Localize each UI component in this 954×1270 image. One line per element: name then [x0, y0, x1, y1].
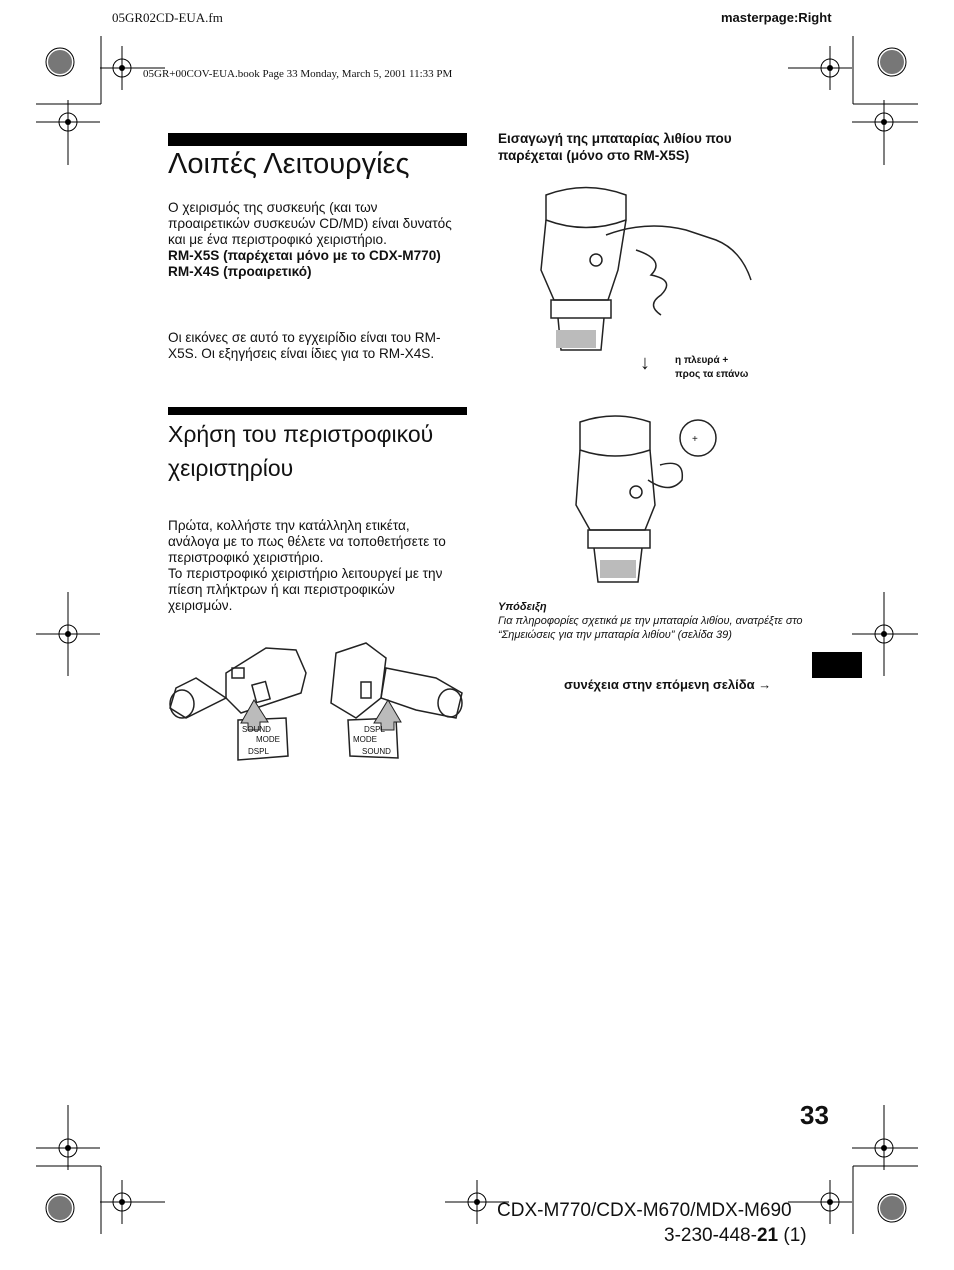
header-masterpage: masterpage:Right: [721, 10, 832, 25]
part-number-suffix: (1): [778, 1225, 807, 1246]
tip-text: Για πληροφορίες σχετικά με την μπαταρία λιθίου, ανατρέξτε στο “Σημειώσεις για την μπαταρία λιθίου” (σελίδα 39): [498, 615, 803, 641]
left-label-dspl: DSPL: [248, 747, 269, 756]
section-title-rotary-commander: Χρήση του περιστροφικού χειριστηρίου: [168, 421, 434, 481]
section2-text: [168, 518, 458, 614]
section1-intro: [168, 200, 458, 280]
section-rule-2: [168, 407, 467, 415]
battery-side-plus: η πλευρά +: [675, 355, 729, 366]
part-number-bold: 21: [756, 1225, 779, 1246]
header-filename: 05GR02CD-EUA.fm: [112, 10, 223, 25]
battery-illustration-top: [536, 180, 756, 355]
part-number-prefix: 3-230-448-: [664, 1225, 757, 1246]
battery-heading: Εισαγωγή της μπαταρίας λιθίου που παρέχεται (μόνο στο RM-X5S): [498, 131, 732, 163]
header-book-info: 05GR+00COV-EUA.book Page 33 Monday, March 5, 2001 11:33 PM: [143, 68, 453, 80]
tip-title: Υπόδειξη: [498, 601, 547, 613]
battery-side-label: [675, 354, 748, 382]
tip-box: [498, 600, 808, 642]
operation-instruction: Το περιστροφικό χειριστήριο λειτουργεί με την πίεση πλήκτρων ή και περιστροφικών χειρισμών.: [168, 566, 443, 613]
left-label-mode: MODE: [256, 735, 280, 744]
section-tab-marker: [812, 652, 862, 678]
arrow-down-icon: ↓: [640, 352, 650, 374]
section-rule-1: [168, 133, 467, 146]
right-label-sound: SOUND: [362, 747, 391, 756]
right-label-dspl: DSPL: [364, 725, 385, 734]
right-label-mode: MODE: [353, 735, 377, 744]
part-number: [664, 1225, 807, 1247]
battery-illustration-bottom: [570, 410, 730, 590]
label-instruction: Πρώτα, κολλήστε την κατάλληλη ετικέτα, ανάλογα με το πως θέλετε να τοποθετήσετε το περιστροφικό χειριστήριο.: [168, 518, 446, 565]
battery-side-up: προς τα επάνω: [675, 369, 749, 380]
illustrations-note: Οι εικόνες σε αυτό το εγχειρίδιο είναι του RM-X5S. Οι εξηγήσεις είναι ίδιες για το RM-X4S.: [168, 330, 441, 361]
left-label-sound: SOUND: [242, 725, 271, 734]
model-numbers: CDX-M770/CDX-M670/MDX-M690: [497, 1200, 792, 1221]
rotary-label-illustration: [166, 638, 466, 768]
section-title-other-functions: Λοιπές Λειτουργίες: [168, 148, 410, 180]
model-rm-x4s: RM-X4S (προαιρετικό): [168, 264, 312, 279]
intro-text: Ο χειρισμός της συσκευής (και των προαιρετικών συσκευών CD/MD) είναι δυνατός και με ένα περιστροφικό χειριστήριο.: [168, 200, 452, 247]
continue-next-page: συνέχεια στην επόμενη σελίδα →: [564, 677, 772, 692]
page-number: 33: [800, 1100, 829, 1130]
model-rm-x5s: RM-X5S (παρέχεται μόνο με το CDX-M770): [168, 248, 441, 263]
coin-plus-symbol: +: [692, 434, 698, 445]
